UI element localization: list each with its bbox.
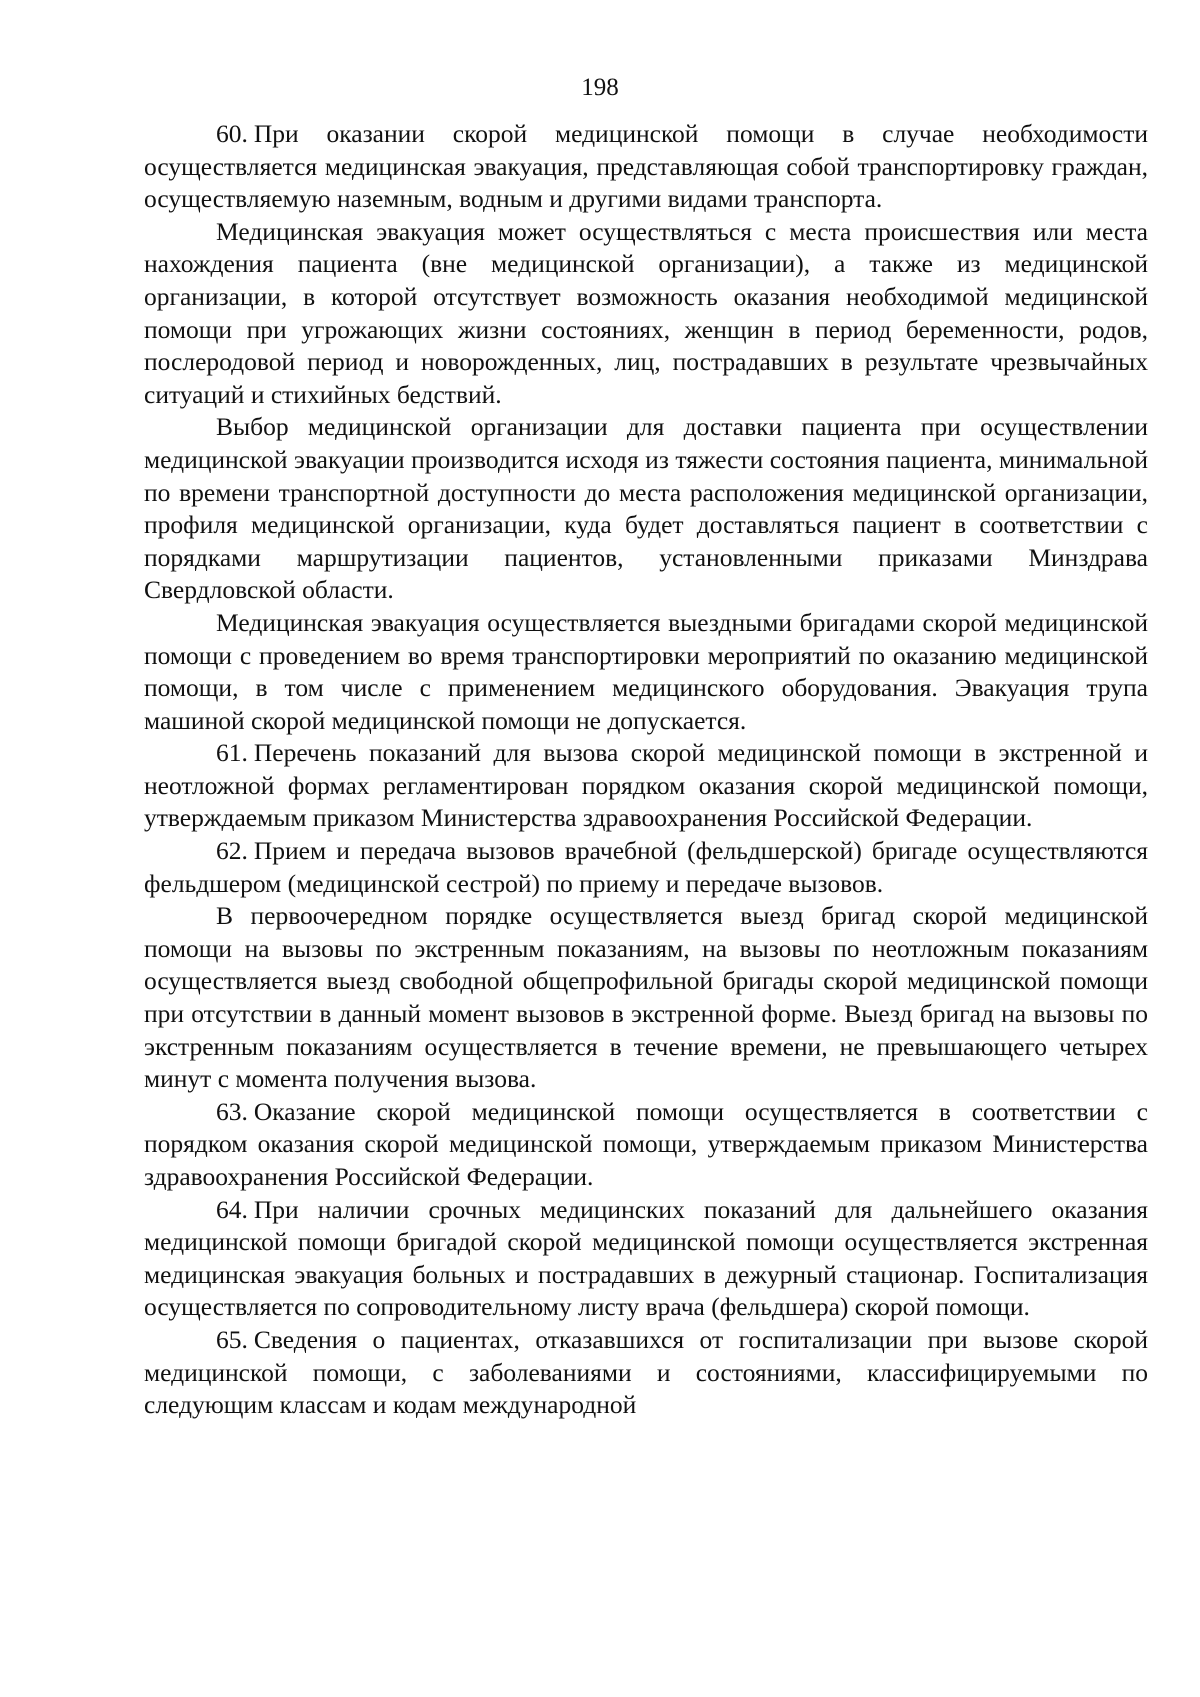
paragraph-62-priority — [144, 900, 1148, 1096]
paragraph-60-evacuation-brigades — [144, 607, 1148, 737]
paragraph-number: 65. — [216, 1324, 248, 1354]
paragraph-text: Перечень показаний для вызова скорой медицинской помощи в экстренной и неотложной формах регламентирован порядком оказания скорой медицинской помощи, утверждаемым приказом Министерства здравоохранения Российской Федерации. — [144, 738, 1148, 833]
paragraph-text: Медицинская эвакуация осуществляется выездными бригадами скорой медицинской помощи с проведением во время транспортировки мероприятий по оказанию медицинской помощи, в том числе с применением медицинского оборудования. Эвакуация трупа машиной скорой медицинской помощи не допускается. — [144, 607, 1148, 735]
paragraph-text: Оказание скорой медицинской помощи осуществляется в соответствии с порядком оказания скорой медицинской помощи, утверждаемым приказом Министерства здравоохранения Российской Федерации. — [144, 1096, 1148, 1191]
paragraph-number: 61. — [216, 738, 248, 768]
paragraph-text: Прием и передача вызовов врачебной (фельдшерской) бригаде осуществляются фельдшером (медицинской сестрой) по приему и передаче вызовов. — [144, 836, 1148, 898]
paragraph-text: Медицинская эвакуация может осуществляться с места происшествия или места нахождения пациента (вне медицинской организации), а также из медицинской организации, в которой отсутствует возможность оказания необходимой медицинской помощи при угрожающих жизни состояниях, женщин в период беременности, родов, послеродовой период и новорожденных, лиц, пострадавших в результате чрезвычайных ситуаций и стихийных бедствий. — [144, 216, 1148, 409]
paragraph-text: При наличии срочных медицинских показаний для дальнейшего оказания медицинской помощи бригадой скорой медицинской помощи осуществляется экстренная медицинская эвакуация больных и пострадавших в дежурный стационар. Госпитализация осуществляется по сопроводительному листу врача (фельдшера) скорой помощи. — [144, 1194, 1148, 1322]
paragraph-60-evacuation-sources — [144, 216, 1148, 412]
paragraph-60-organization-choice — [144, 411, 1148, 607]
paragraph-text: В первоочередном порядке осуществляется выезд бригад скорой медицинской помощи на вызовы по экстренным показаниям, на вызовы по неотложным показаниям осуществляется выезд свободной общепрофильной бригады скорой медицинской помощи при отсутствии в данный момент вызовов в экстренной форме. Выезд бригад на вызовы по экстренным показаниям осуществляется в течение времени, не превышающего четырех минут с момента получения вызова. — [144, 901, 1148, 1094]
paragraph-number: 62. — [216, 836, 248, 866]
paragraph-number: 60. — [216, 119, 248, 148]
page-number: 198 — [581, 74, 619, 101]
paragraph-60 — [144, 118, 1148, 216]
paragraph-text: Сведения о пациентах, отказавшихся от госпитализации при вызове скорой медицинской помощи, с заболеваниями и состояниями, классифицируемыми по следующим классам и кодам международной — [144, 1324, 1148, 1420]
paragraph-65 — [144, 1324, 1148, 1422]
paragraph-number: 64. — [216, 1194, 248, 1224]
paragraph-64 — [144, 1194, 1148, 1324]
paragraph-number: 63. — [216, 1096, 248, 1126]
paragraph-61 — [144, 737, 1148, 835]
document-body — [144, 118, 1148, 1422]
paragraph-63 — [144, 1096, 1148, 1194]
paragraph-62 — [144, 835, 1148, 900]
paragraph-text: При оказании скорой медицинской помощи в случае необходимости осуществляется медицинская эвакуация, представляющая собой транспортировку граждан, осуществляемую наземным, водным и другими видами транспорта. — [144, 119, 1148, 214]
paragraph-text: Выбор медицинской организации для доставки пациента при осуществлении медицинской эвакуации производится исходя из тяжести состояния пациента, минимальной по времени транспортной доступности до места расположения медицинской организации, профиля медицинской организации, куда будет доставляться пациент в соответствии с порядками маршрутизации пациентов, установленными приказами Минздрава Свердловской области. — [144, 412, 1148, 605]
